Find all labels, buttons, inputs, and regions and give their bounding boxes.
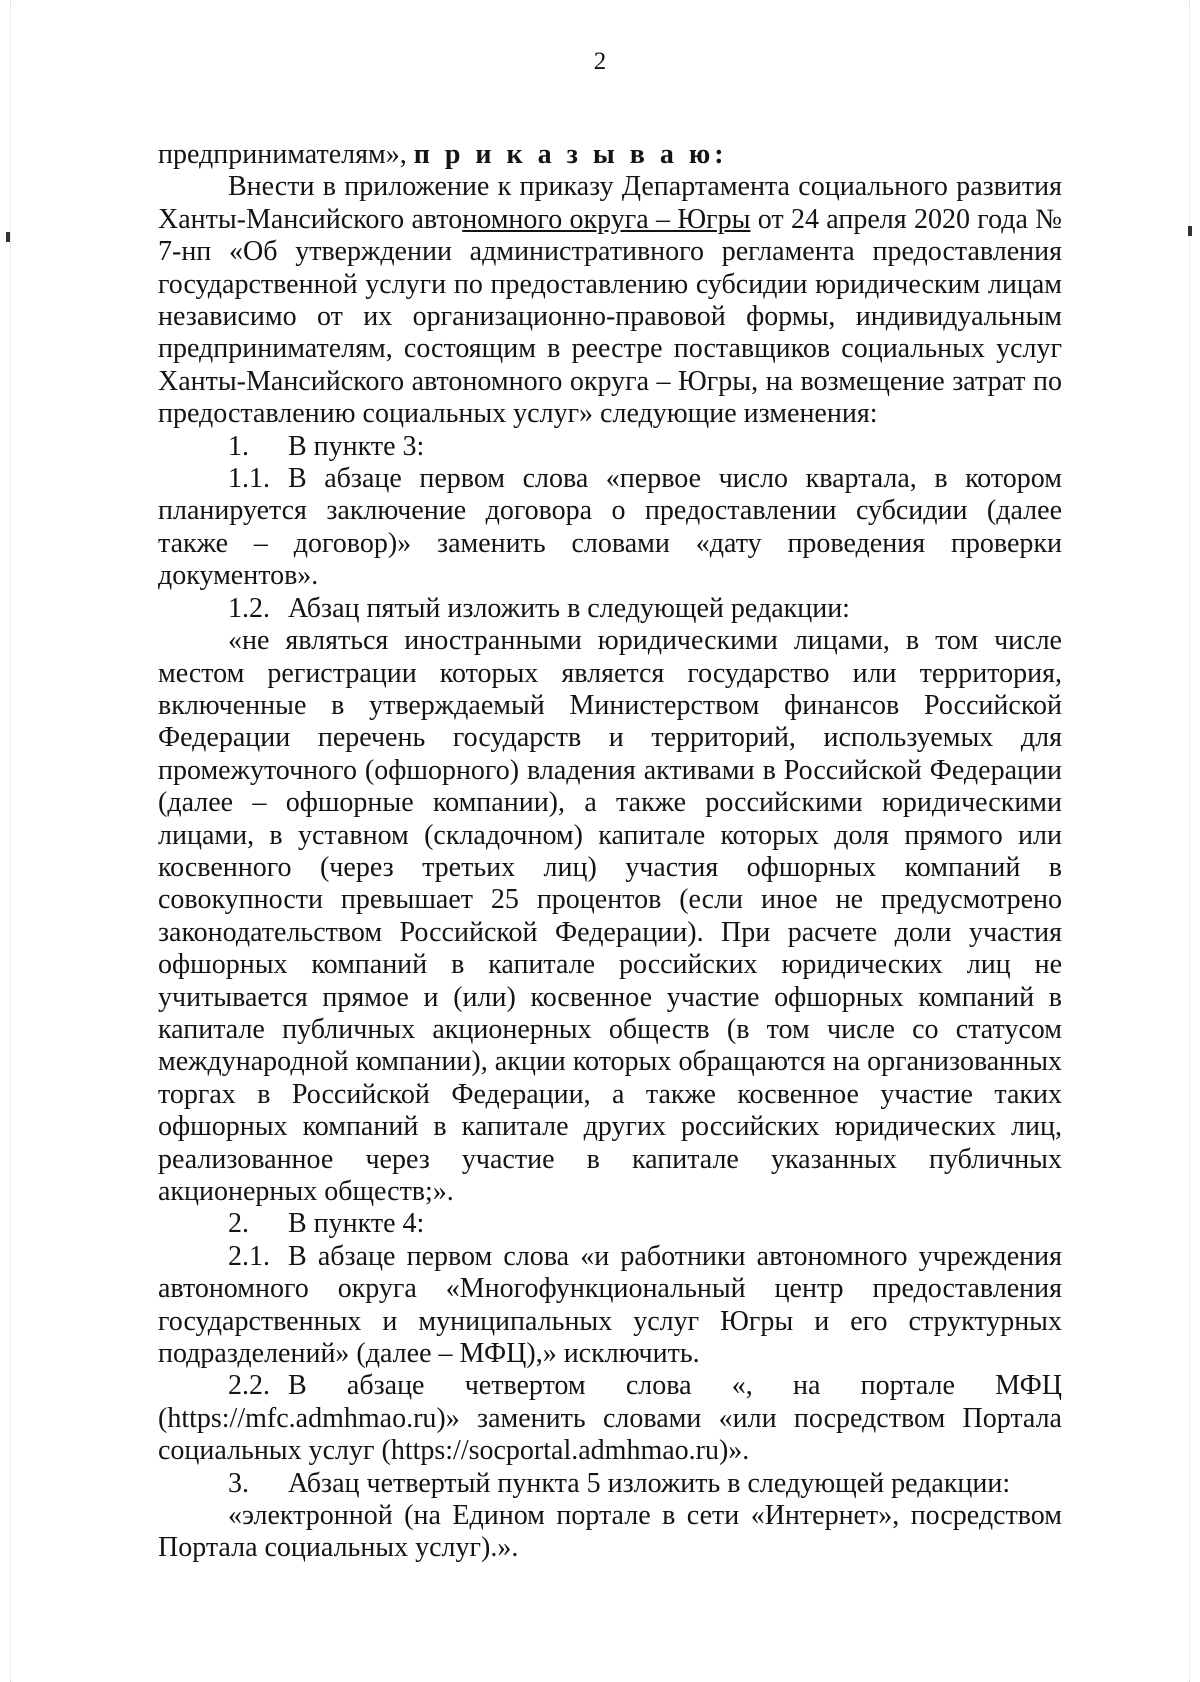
main-paragraph: [158, 171, 1062, 430]
item-2-2-text: В абзаце четвертом слова «, на портале МФЦ (https://mfc.admhmao.ru)» заменить словами «или посредством Портала социальных услуг (https://socportal.admhmao.ru)».: [158, 1370, 1062, 1467]
page-number: 2: [593, 48, 607, 75]
quote-paragraph-1: «не являться иностранными юридическими лицами, в том числе местом регистрации которых является государство или территория, включенные в утверждаемый Министерством финансов Российской Федерации перечень государств и территорий, используемых для промежуточного (офшорного) владения активами в Российской Федерации (далее – офшорные компании), а также российскими юридическими лицами, в уставном (складочном) капитале которых доля прямого или косвенного (через третьих лиц) участия офшорных компаний в совокупности превышает 25 процентов (если иное не предусмотрено законодательством Российской Федерации). При расчете доли участия офшорных компаний в капитале российских юридических лиц не учитывается прямое и (или) косвенное участие офшорных компаний в капитале публичных акционерных обществ (в том числе со статусом международной компании), акции которых обращаются на организованных торгах в Российской Федерации, а также косвенное участие таких офшорных компаний в капитале других российских юридических лиц, реализованное через участие в капитале указанных публичных акционерных обществ;».: [158, 625, 1062, 1207]
main-paragraph-underlined: номного округа – Югры: [462, 203, 751, 235]
intro-line: [158, 139, 1062, 171]
item-2-1: [158, 1241, 1062, 1371]
item-1-1: [158, 463, 1062, 593]
item-1-1-text: В абзаце первом слова «первое число квартала, в котором планируется заключение договора о предоставлении субсидии (далее также – договор)» заменить словами «дату проведения проверки документов».: [158, 463, 1062, 592]
item-2-2-number: 2.2.: [228, 1370, 270, 1402]
item-2-text: В пункте 4:: [288, 1208, 425, 1240]
item-1-2-text: Абзац пятый изложить в следующей редакции:: [288, 592, 850, 624]
intro-text: предпринимателям»,: [158, 139, 414, 170]
item-2-1-text: В абзаце первом слова «и работники автономного учреждения автономного округа «Многофункциональный центр предоставления государственных и муниципальных услуг Югры и его структурных подразделений» (далее – МФЦ),» исключить.: [158, 1240, 1062, 1370]
main-paragraph-part-b: от 24 апреля 2020 года № 7-нп «Об утверждении административного регламента предоставления государственной услуги по предоставлению субсидии юридическим лицам независимо от их организационно-правовой формы, индивидуальным предпринимателям, состоящим в реестре поставщиков социальных услуг Ханты-Мансийского автономного округа – Югры, на возмещение затрат по предоставлению социальных услуг» следующие изменения:: [158, 203, 1062, 430]
item-3-number: 3.: [228, 1467, 249, 1499]
scan-mark-left: [6, 232, 10, 242]
item-1-text: В пункте 3:: [288, 430, 425, 462]
document-body: [158, 139, 1062, 1565]
item-3-text: Абзац четвертый пункта 5 изложить в следующей редакции:: [288, 1467, 1011, 1499]
item-1-2-number: 1.2.: [228, 592, 270, 624]
item-1-1-number: 1.1.: [228, 463, 270, 495]
scan-right-edge: [1189, 0, 1200, 1682]
order-word: п р и к а з ы в а ю:: [413, 139, 728, 170]
item-2-number: 2.: [228, 1208, 249, 1240]
item-1-2: [158, 593, 1062, 625]
scan-left-edge: [0, 0, 11, 1682]
scan-mark-right: [1188, 226, 1192, 236]
item-2-2: [158, 1370, 1062, 1467]
item-2-1-number: 2.1.: [228, 1240, 270, 1272]
item-3: [158, 1468, 1062, 1500]
item-2: [158, 1208, 1062, 1240]
item-1-number: 1.: [228, 430, 249, 462]
quote-paragraph-2: «электронной (на Едином портале в сети «Интернет», посредством Портала социальных услуг).».: [158, 1500, 1062, 1564]
item-1: [158, 431, 1062, 463]
main-paragraph-part-a: Внести в приложение к приказу Департамента социального развития Ханты-Мансийского авто: [158, 171, 1062, 235]
